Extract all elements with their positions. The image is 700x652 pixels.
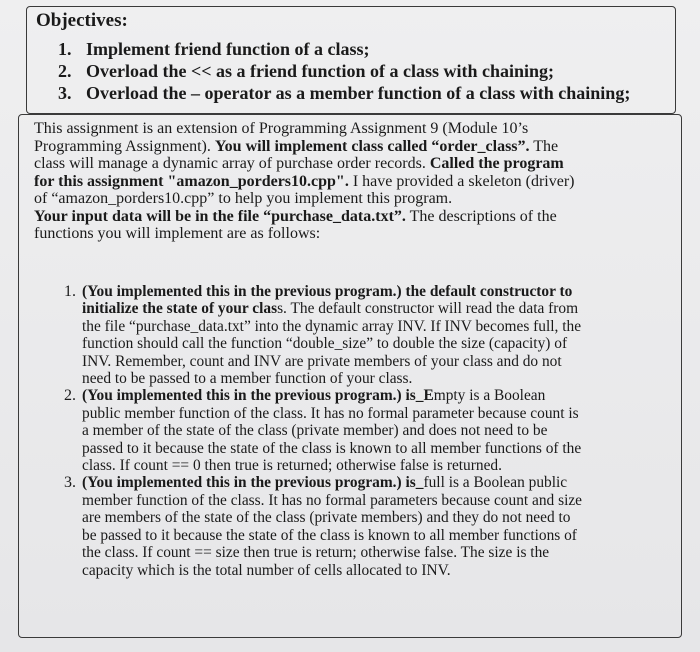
intro-line: Your input data will be in the file “purchase_data.txt”. The descriptions of the bbox=[34, 207, 557, 225]
objective-item: 2. Overload the << as a friend function of a class with chaining; bbox=[58, 61, 555, 81]
intro-line: Programming Assignment). You will implement class called “order_class”. The bbox=[34, 137, 559, 155]
function-list bbox=[64, 283, 652, 579]
intro-line: This assignment is an extension of Programming Assignment 9 (Module 10’s bbox=[34, 120, 529, 137]
objectives-title: Objectives: bbox=[36, 10, 128, 31]
function-item: 2. (You implemented this in the previous program.) is_Empty is a Boolean public member function of the class. It has no formal parameter because count is a member of the state of the class (private member) and does not need to be passed to it because the state of the class is known to all member functions of the class. If count == 0 then true is returned; otherwise false is returned. bbox=[64, 387, 582, 475]
intro-line: of “amazon_porders10.cpp” to help you implement this program. bbox=[34, 190, 453, 207]
intro-line: for this assignment "amazon_porders10.cpp". I have provided a skeleton (driver) bbox=[34, 172, 575, 190]
intro-text bbox=[34, 120, 674, 243]
function-item: 1. (You implemented this in the previous program.) the default constructor to initialize the state of your class. The default constructor will read the data from the file “purchase_data.txt” into the dynamic array INV. If INV becomes full, the function should call the function “double_size” to double the size (capacity) of INV. Remember, count and INV are private members of your class and do not need to be passed to a member function of your class. bbox=[64, 283, 582, 388]
objective-item: 1. Implement friend function of a class; bbox=[58, 39, 370, 59]
function-item: 3. (You implemented this in the previous program.) is_full is a Boolean public member function of the class. It has no formal parameters because count and size are members of the state of the class (private members) and they do not need to be passed to it because the state of the class is known to all member functions of the class. If count == size then true is return; otherwise false. The size is the capacity which is the total number of cells allocated to INV. bbox=[64, 474, 583, 579]
intro-line: class will manage a dynamic array of purchase order records. Called the program bbox=[34, 155, 564, 172]
intro-line: functions you will implement are as follows: bbox=[34, 225, 321, 242]
objectives-list bbox=[58, 38, 630, 104]
objective-item: 3. Overload the – operator as a member function of a class with chaining; bbox=[58, 83, 631, 103]
